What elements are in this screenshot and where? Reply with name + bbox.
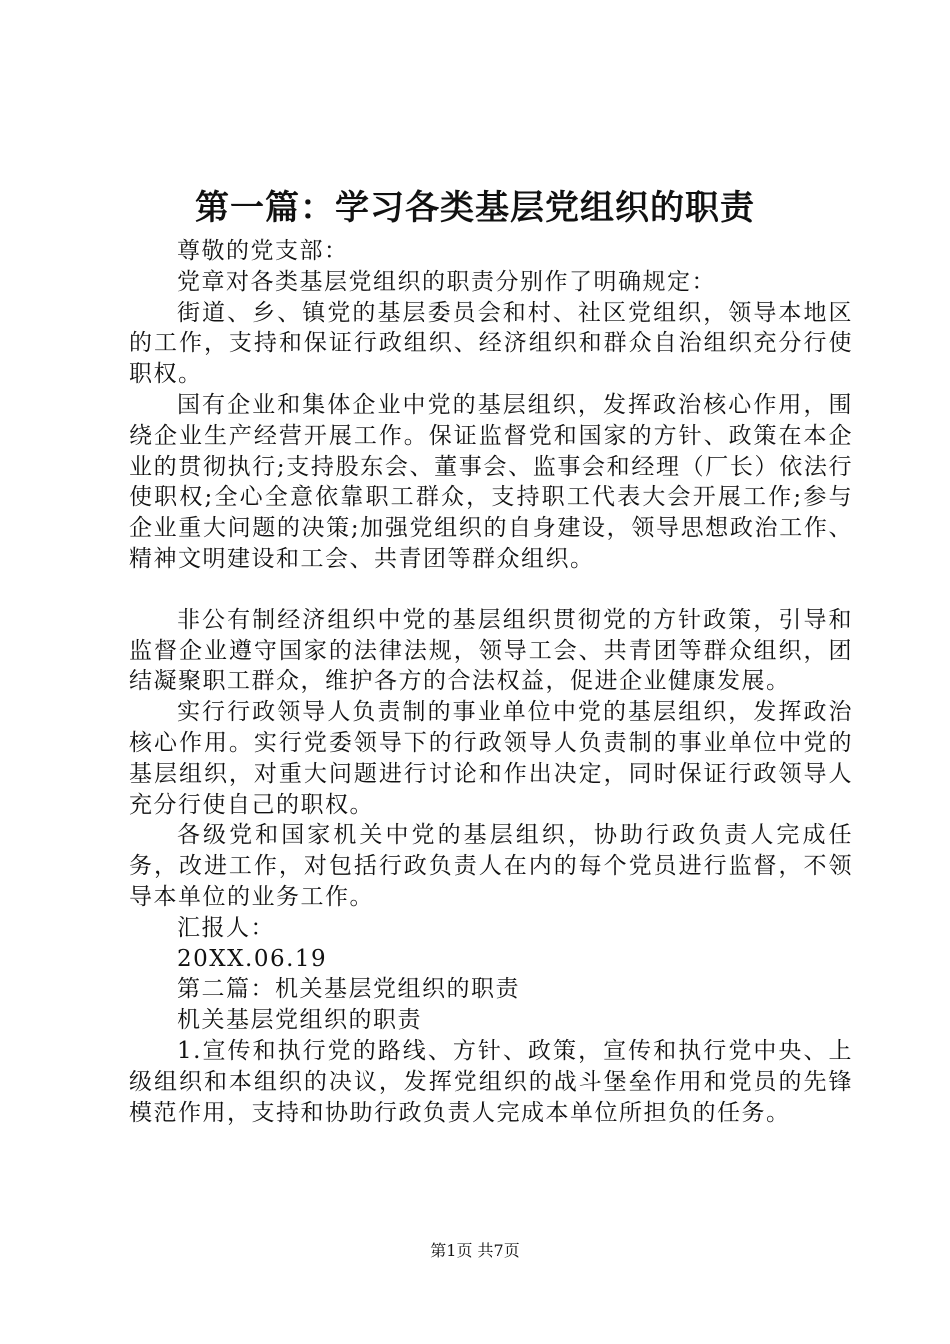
salutation: 尊敬的党支部： — [177, 238, 349, 264]
page-number-footer: 第1页 共7页 — [430, 1241, 520, 1260]
report-date: 20XX.06.19 — [177, 945, 328, 972]
section2-item-1: 1.宣传和执行党的路线、方针、政策，宣传和执行党中央、上级组织和本组织的决议，发挥党组织的战斗堡垒作用和党员的先锋模范作用，支持和协助行政负责人完成本单位所担负的任务。 — [129, 1037, 853, 1126]
paragraph-spacer — [129, 575, 853, 605]
section2-title: 第二篇：机关基层党组织的职责 — [177, 976, 520, 1003]
reporter-label: 汇报人： — [177, 914, 275, 941]
document-body — [129, 236, 853, 1128]
paragraph-state-enterprise: 国有企业和集体企业中党的基层组织，发挥政治核心作用，围绕企业生产经营开展工作。保证监督党和国家的方针、政策在本企业的贯彻执行;支持股东会、董事会、监事会和经理（厂长）依法行使职权;全心全意依靠职工群众，支持职工代表大会开展工作;参与企业重大问题的决策;加强党组织的自身建设，领导思想政治工作、精神文明建设和工会、共青团等群众组织。 — [129, 391, 853, 572]
document-title: 第一篇：学习各类基层党组织的职责 — [195, 188, 755, 228]
paragraph-street-township: 街道、乡、镇党的基层委员会和村、社区党组织，领导本地区的工作，支持和保证行政组织、经济组织和群众自治组织充分行使职权。 — [129, 299, 853, 388]
intro-text: 党章对各类基层党组织的职责分别作了明确规定： — [177, 268, 716, 295]
paragraph-public-institution: 实行行政领导人负责制的事业单位中党的基层组织，发挥政治核心作用。实行党委领导下的行政领导人负责制的事业单位中党的基层组织，对重大问题进行讨论和作出决定，同时保证行政领导人充分行使自己的职权。 — [129, 699, 853, 818]
section2-subtitle: 机关基层党组织的职责 — [177, 1007, 422, 1034]
paragraph-non-public-economy: 非公有制经济组织中党的基层组织贯彻党的方针政策，引导和监督企业遵守国家的法律法规，领导工会、共青团等群众组织，团结凝聚职工群众，维护各方的合法权益，促进企业健康发展。 — [129, 606, 853, 695]
paragraph-state-organs: 各级党和国家机关中党的基层组织，协助行政负责人完成任务，改进工作，对包括行政负责人在内的每个党员进行监督，不领导本单位的业务工作。 — [129, 822, 853, 910]
